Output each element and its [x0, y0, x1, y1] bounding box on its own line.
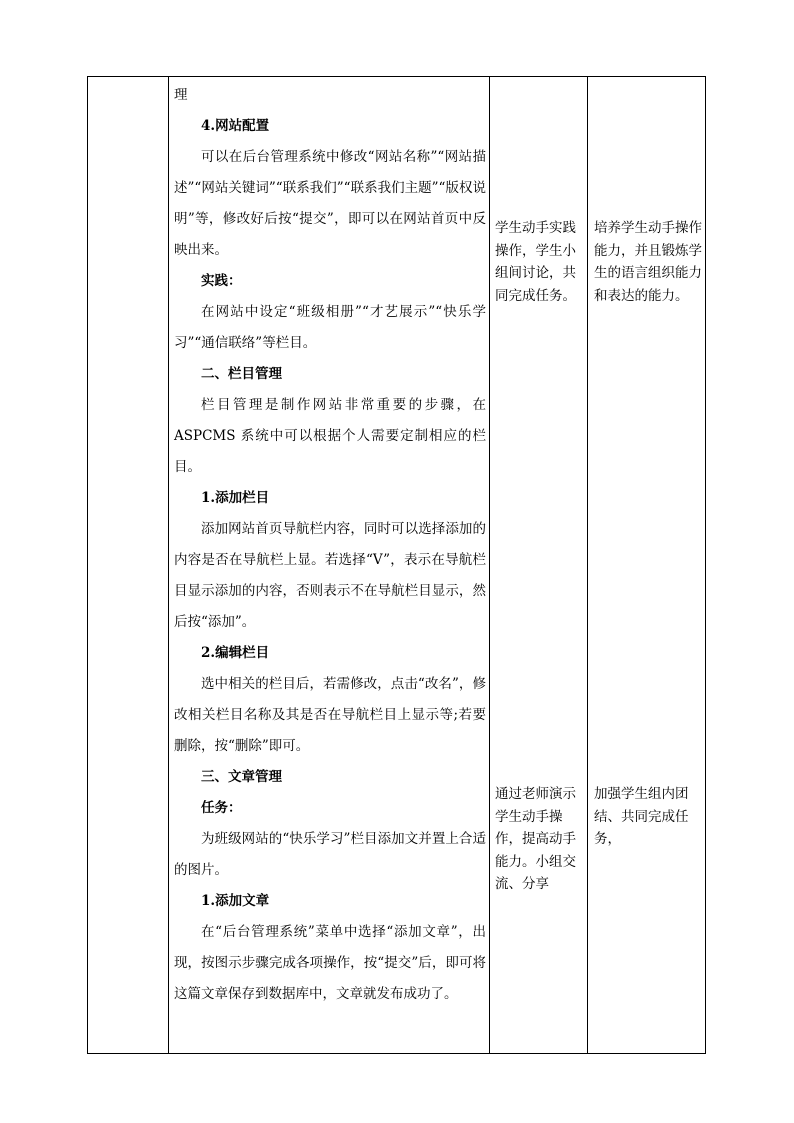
section-heading: 实践：: [201, 273, 242, 289]
column-divider: [489, 77, 490, 1053]
section-heading: 三、文章管理: [201, 769, 282, 785]
student-activity-2: 通过老师演示学生动手操作，提高动手能力。小组交流、分享: [495, 786, 576, 892]
section-heading: 4.网站配置: [201, 118, 270, 134]
paragraph: 栏目管理是制作网站非常重要的步骤，在ASPCMS 系统中可以根据个人需要定制相应的栏目。: [174, 397, 486, 475]
section-heading: 2.编辑栏目: [201, 645, 270, 661]
column-divider: [587, 77, 588, 1053]
design-intent-1: 培养学生动手操作能力，并且锻炼学生的语言组织能力和表达的能力。: [594, 220, 702, 304]
section-heading: 任务：: [201, 800, 242, 816]
section-heading: 1.添加栏目: [201, 490, 270, 506]
teaching-content-cell: [174, 77, 486, 1010]
design-intent-2: 加强学生组内团结、共同完成任务，: [594, 786, 689, 847]
paragraph: 可以在后台管理系统中修改“网站名称”“网站描述”“网站关键词”“联系我们”“联系我们主题”“版权说明”等，修改好后按“提交”，即可以在网站首页中反映出来。: [174, 149, 486, 258]
column-divider: [168, 77, 169, 1053]
paragraph: 添加网站首页导航栏内容，同时可以选择添加的内容是否在导航栏上显。若选择“V”，表示在导航栏目显示添加的内容，否则表示不在导航栏目显示，然后按“添加”。: [174, 521, 486, 630]
section-heading: 1.添加文章: [201, 893, 270, 909]
section-heading: 二、栏目管理: [201, 366, 282, 382]
student-activity-1: 学生动手实践操作，学生小组间讨论，共同完成任务。: [495, 220, 576, 304]
paragraph: 理: [174, 87, 188, 103]
lesson-table: [87, 76, 706, 1054]
paragraph: 在网站中设定“班级相册”“才艺展示”“快乐学习”“通信联络”等栏目。: [174, 304, 486, 351]
paragraph: 选中相关的栏目后，若需修改，点击“改名”，修改相关栏目名称及其是否在导航栏目上显示等;若要删除，按“删除”即可。: [174, 676, 486, 754]
paragraph: 为班级网站的“快乐学习”栏目添加文并置上合适的图片。: [174, 831, 486, 878]
paragraph: 在“后台管理系统”菜单中选择“添加文章”，出现，按图示步骤完成各项操作，按“提交”后，即可将这篇文章保存到数据库中，文章就发布成功了。: [174, 924, 486, 1002]
